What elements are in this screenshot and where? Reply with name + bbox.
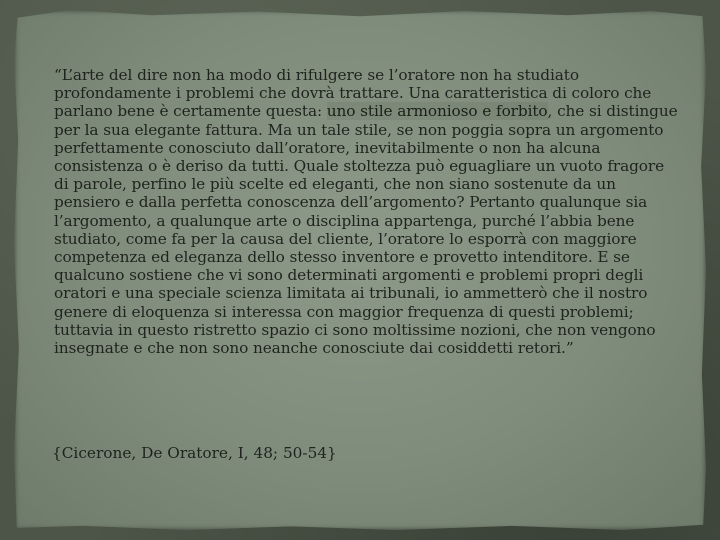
quote-text	[54, 66, 680, 357]
citation: {Cicerone, De Oratore, I, 48; 50-54}	[52, 444, 337, 462]
quote-part-1: “L’arte del dire non ha modo di rifulgere se l’oratore non ha studiato profondamente i problemi che dovrà trattare. Una caratteristica di coloro che parlano bene è certamente questa:	[54, 66, 652, 121]
quote-part-2: , che si distingue per la sua elegante fattura. Ma un tale stile, se non poggia sopra un argomento perfettamente conosciuto dall’oratore, inevitabilmente o non ha alcuna consistenza o è deriso da tutti. Quale stoltezza può eguagliare un vuoto fragore di parole, perfino le più scelte ed eleganti, che non siano sostenute da un pensiero e dalla perfetta conoscenza dell’argomento? Pertanto qualunque sia l’argomento, a qualunque arte o disciplina appartenga, purché l’abbia bene studiato, come fa per la causa del cliente, l’oratore lo esporrà con maggiore competenza ed eleganza dello stesso inventore e provetto intenditore. E se qualcuno sostiene che vi sono determinati argomenti e problemi propri degli oratori e una speciale scienza limitata ai tribunali, io ammetterò che il nostro genere di eloquenza si interessa con maggior frequenza di questi problemi; tuttavia in questo ristretto spazio ci sono moltissime nozioni, che non vengono insegnate e che non sono neanche conosciute dai cosiddetti retori.”	[54, 102, 678, 358]
quote-highlight: uno stile armonioso e forbito	[326, 102, 548, 121]
